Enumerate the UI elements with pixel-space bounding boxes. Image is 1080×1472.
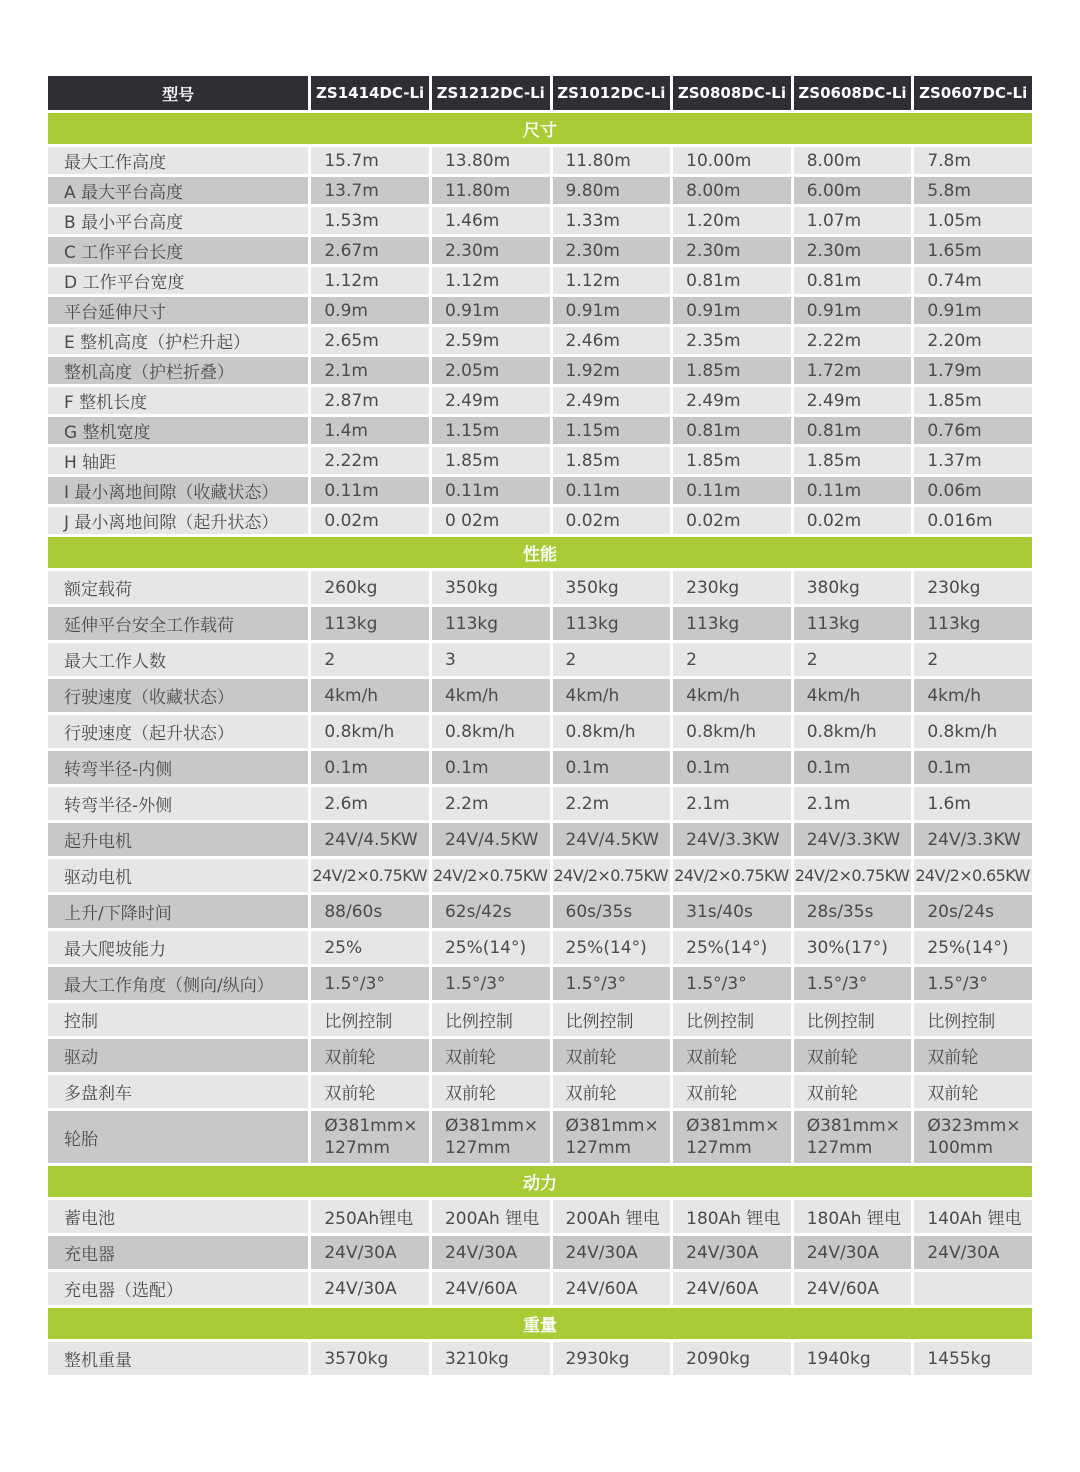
cell-value: 0.91m (432, 297, 550, 324)
cell-value: 0.8km/h (794, 715, 912, 748)
cell-value: 0.9m (311, 297, 429, 324)
cell-value: 1.15m (432, 417, 550, 444)
cell-value: 0.91m (914, 297, 1032, 324)
section-title: 尺寸 (48, 113, 1032, 144)
table-row (48, 1075, 1032, 1108)
cell-value: 11.80m (553, 147, 671, 174)
table-row (48, 1003, 1032, 1036)
row-label: 转弯半径-外侧 (48, 787, 308, 820)
cell-value: 2.1m (673, 787, 791, 820)
cell-value: 11.80m (432, 177, 550, 204)
cell-value: Ø381mm× 127mm (311, 1111, 429, 1163)
row-label: 充电器 (48, 1236, 308, 1269)
cell-value: 0.11m (673, 477, 791, 504)
section-header-row (48, 1166, 1032, 1197)
cell-value: 25%(14°) (432, 931, 550, 964)
section-title: 性能 (48, 537, 1032, 568)
cell-value: 180Ah 锂电 (673, 1200, 791, 1233)
cell-value: 0.02m (673, 507, 791, 534)
row-label: 额定载荷 (48, 571, 308, 604)
section-title: 重量 (48, 1308, 1032, 1339)
cell-value: 0.1m (794, 751, 912, 784)
cell-value: 1.85m (553, 447, 671, 474)
cell-value: 2.20m (914, 327, 1032, 354)
cell-value: 0.91m (794, 297, 912, 324)
table-row (48, 715, 1032, 748)
row-label: 行驶速度（起升状态） (48, 715, 308, 748)
table-row (48, 447, 1032, 474)
cell-value: 24V/30A (311, 1236, 429, 1269)
cell-value: Ø381mm× 127mm (794, 1111, 912, 1163)
section-header-row (48, 1308, 1032, 1339)
row-label: I 最小离地间隙（收藏状态） (48, 477, 308, 504)
table-row (48, 477, 1032, 504)
cell-value: 2.49m (432, 387, 550, 414)
table-row (48, 931, 1032, 964)
cell-value: 2.2m (432, 787, 550, 820)
table-row (48, 787, 1032, 820)
cell-value: 双前轮 (794, 1039, 912, 1072)
cell-value: 2.49m (553, 387, 671, 414)
cell-value: 双前轮 (673, 1075, 791, 1108)
cell-value: 24V/3.3KW (673, 823, 791, 856)
cell-value: 2.22m (311, 447, 429, 474)
cell-value: 24V/3.3KW (914, 823, 1032, 856)
cell-value: 双前轮 (794, 1075, 912, 1108)
cell-value: 双前轮 (432, 1039, 550, 1072)
cell-value: 双前轮 (311, 1039, 429, 1072)
cell-value (914, 1272, 1032, 1305)
cell-value: 比例控制 (432, 1003, 550, 1036)
cell-value: 250Ah锂电 (311, 1200, 429, 1233)
row-label: 上升/下降时间 (48, 895, 308, 928)
row-label: D 工作平台宽度 (48, 267, 308, 294)
cell-value: 2.49m (794, 387, 912, 414)
cell-value: 比例控制 (914, 1003, 1032, 1036)
cell-value: 1.4m (311, 417, 429, 444)
cell-value: 2 (553, 643, 671, 676)
table-row (48, 571, 1032, 604)
cell-value: 比例控制 (311, 1003, 429, 1036)
row-label: 控制 (48, 1003, 308, 1036)
cell-value: 2 (794, 643, 912, 676)
cell-value: 2.1m (311, 357, 429, 384)
cell-value: 1.92m (553, 357, 671, 384)
row-label: 驱动 (48, 1039, 308, 1072)
cell-value: 1.5°/3° (432, 967, 550, 1000)
cell-value: 比例控制 (794, 1003, 912, 1036)
cell-value: Ø381mm× 127mm (673, 1111, 791, 1163)
cell-value: 2.1m (794, 787, 912, 820)
cell-value: 1.5°/3° (553, 967, 671, 1000)
cell-value: 2.59m (432, 327, 550, 354)
cell-value: 24V/2×0.65KW (914, 859, 1032, 892)
row-label: J 最小离地间隙（起升状态） (48, 507, 308, 534)
cell-value: 2.87m (311, 387, 429, 414)
table-row (48, 895, 1032, 928)
cell-value: 2.05m (432, 357, 550, 384)
table-row (48, 1342, 1032, 1375)
model-header: ZS1012DC-Li (553, 76, 671, 110)
cell-value: 0.81m (673, 267, 791, 294)
cell-value: 350kg (432, 571, 550, 604)
cell-value: 113kg (553, 607, 671, 640)
table-row (48, 1039, 1032, 1072)
cell-value: 24V/2×0.75KW (311, 859, 429, 892)
cell-value: 0.8km/h (311, 715, 429, 748)
row-label: 整机高度（护栏折叠） (48, 357, 308, 384)
cell-value: 2930kg (553, 1342, 671, 1375)
cell-value: 200Ah 锂电 (432, 1200, 550, 1233)
cell-value: 60s/35s (553, 895, 671, 928)
cell-value: 24V/30A (553, 1236, 671, 1269)
cell-value: 1.5°/3° (794, 967, 912, 1000)
cell-value: 15.7m (311, 147, 429, 174)
cell-value: 24V/4.5KW (432, 823, 550, 856)
cell-value: 1.5°/3° (914, 967, 1032, 1000)
cell-value: 双前轮 (311, 1075, 429, 1108)
cell-value: 5.8m (914, 177, 1032, 204)
cell-value: 8.00m (673, 177, 791, 204)
cell-value: 0.1m (553, 751, 671, 784)
cell-value: 0.8km/h (553, 715, 671, 748)
model-header: ZS0607DC-Li (914, 76, 1032, 110)
cell-value: 1.12m (553, 267, 671, 294)
cell-value: 0.1m (914, 751, 1032, 784)
cell-value: 0.91m (673, 297, 791, 324)
cell-value: 1.37m (914, 447, 1032, 474)
table-row (48, 357, 1032, 384)
table-row (48, 297, 1032, 324)
table-row (48, 967, 1032, 1000)
cell-value: Ø381mm× 127mm (432, 1111, 550, 1163)
cell-value: 24V/30A (914, 1236, 1032, 1269)
cell-value: 20s/24s (914, 895, 1032, 928)
cell-value: 140Ah 锂电 (914, 1200, 1032, 1233)
model-header: ZS0608DC-Li (794, 76, 912, 110)
cell-value: 260kg (311, 571, 429, 604)
table-row (48, 267, 1032, 294)
cell-value: 1.12m (311, 267, 429, 294)
row-label: C 工作平台长度 (48, 237, 308, 264)
cell-value: 0.76m (914, 417, 1032, 444)
table-row (48, 147, 1032, 174)
cell-value: 双前轮 (914, 1039, 1032, 1072)
row-label: B 最小平台高度 (48, 207, 308, 234)
cell-value: 24V/60A (432, 1272, 550, 1305)
cell-value: 1.46m (432, 207, 550, 234)
cell-value: 2.30m (553, 237, 671, 264)
cell-value: 3210kg (432, 1342, 550, 1375)
cell-value: 0.016m (914, 507, 1032, 534)
cell-value: 双前轮 (553, 1075, 671, 1108)
cell-value: 24V/2×0.75KW (553, 859, 671, 892)
cell-value: 3 (432, 643, 550, 676)
cell-value: 24V/2×0.75KW (673, 859, 791, 892)
row-label: A 最大平台高度 (48, 177, 308, 204)
cell-value: 200Ah 锂电 (553, 1200, 671, 1233)
cell-value: 113kg (794, 607, 912, 640)
row-label: F 整机长度 (48, 387, 308, 414)
cell-value: 4km/h (432, 679, 550, 712)
cell-value: 0.1m (673, 751, 791, 784)
row-label: 延伸平台安全工作载荷 (48, 607, 308, 640)
cell-value: 2.65m (311, 327, 429, 354)
cell-value: 2.67m (311, 237, 429, 264)
cell-value: 31s/40s (673, 895, 791, 928)
cell-value: 25%(14°) (673, 931, 791, 964)
cell-value: 比例控制 (673, 1003, 791, 1036)
cell-value: 4km/h (311, 679, 429, 712)
cell-value: 0.1m (432, 751, 550, 784)
row-label: 行驶速度（收藏状态） (48, 679, 308, 712)
table-row (48, 679, 1032, 712)
row-label: G 整机宽度 (48, 417, 308, 444)
cell-value: 1.53m (311, 207, 429, 234)
cell-value: 4km/h (794, 679, 912, 712)
cell-value: 2.2m (553, 787, 671, 820)
cell-value: 2.30m (432, 237, 550, 264)
cell-value: 230kg (914, 571, 1032, 604)
spec-table (45, 73, 1035, 1378)
cell-value: 双前轮 (553, 1039, 671, 1072)
row-label: E 整机高度（护栏升起） (48, 327, 308, 354)
row-label: 多盘刹车 (48, 1075, 308, 1108)
cell-value: 1.85m (673, 357, 791, 384)
cell-value: 13.7m (311, 177, 429, 204)
cell-value: 180Ah 锂电 (794, 1200, 912, 1233)
cell-value: 1.72m (794, 357, 912, 384)
cell-value: 4km/h (914, 679, 1032, 712)
cell-value: 30%(17°) (794, 931, 912, 964)
cell-value: 4km/h (673, 679, 791, 712)
spec-table-body (48, 113, 1032, 1375)
row-label: 蓄电池 (48, 1200, 308, 1233)
cell-value: 24V/2×0.75KW (794, 859, 912, 892)
cell-value: 1.33m (553, 207, 671, 234)
cell-value: 24V/30A (794, 1236, 912, 1269)
table-row (48, 387, 1032, 414)
row-label: 充电器（选配） (48, 1272, 308, 1305)
cell-value: 25%(14°) (553, 931, 671, 964)
cell-value: 2.46m (553, 327, 671, 354)
cell-value: 0 02m (432, 507, 550, 534)
cell-value: 1.79m (914, 357, 1032, 384)
row-label: 驱动电机 (48, 859, 308, 892)
table-row (48, 417, 1032, 444)
section-title: 动力 (48, 1166, 1032, 1197)
cell-value: 0.11m (553, 477, 671, 504)
cell-value: 10.00m (673, 147, 791, 174)
cell-value: 113kg (673, 607, 791, 640)
cell-value: 1.05m (914, 207, 1032, 234)
row-label: H 轴距 (48, 447, 308, 474)
cell-value: 62s/42s (432, 895, 550, 928)
cell-value: 113kg (432, 607, 550, 640)
cell-value: 1.20m (673, 207, 791, 234)
cell-value: 1.85m (914, 387, 1032, 414)
table-row (48, 1200, 1032, 1233)
cell-value: 24V/30A (432, 1236, 550, 1269)
cell-value: 0.11m (432, 477, 550, 504)
cell-value: 2 (311, 643, 429, 676)
cell-value: 1.85m (432, 447, 550, 474)
cell-value: 0.81m (673, 417, 791, 444)
cell-value: 双前轮 (914, 1075, 1032, 1108)
cell-value: 3570kg (311, 1342, 429, 1375)
cell-value: 25% (311, 931, 429, 964)
cell-value: 双前轮 (432, 1075, 550, 1108)
cell-value: 350kg (553, 571, 671, 604)
row-label: 转弯半径-内侧 (48, 751, 308, 784)
table-row (48, 607, 1032, 640)
row-label: 最大工作高度 (48, 147, 308, 174)
cell-value: 113kg (311, 607, 429, 640)
table-row (48, 207, 1032, 234)
cell-value: 0.81m (794, 267, 912, 294)
cell-value: 2.35m (673, 327, 791, 354)
model-header: ZS1414DC-Li (311, 76, 429, 110)
row-label: 轮胎 (48, 1111, 308, 1163)
cell-value: 24V/60A (673, 1272, 791, 1305)
cell-value: 24V/2×0.75KW (432, 859, 550, 892)
table-row (48, 751, 1032, 784)
header-row (48, 76, 1032, 110)
cell-value: 25%(14°) (914, 931, 1032, 964)
cell-value: 230kg (673, 571, 791, 604)
cell-value: 1455kg (914, 1342, 1032, 1375)
table-row (48, 1272, 1032, 1305)
cell-value: 1940kg (794, 1342, 912, 1375)
cell-value: 1.07m (794, 207, 912, 234)
cell-value: 0.11m (794, 477, 912, 504)
cell-value: 1.65m (914, 237, 1032, 264)
cell-value: Ø323mm× 100mm (914, 1111, 1032, 1163)
cell-value: 0.02m (311, 507, 429, 534)
cell-value: 2.22m (794, 327, 912, 354)
cell-value: 0.8km/h (914, 715, 1032, 748)
cell-value: 24V/4.5KW (553, 823, 671, 856)
table-row (48, 859, 1032, 892)
cell-value: 4km/h (553, 679, 671, 712)
section-header-row (48, 113, 1032, 144)
cell-value: 24V/4.5KW (311, 823, 429, 856)
row-label: 最大工作角度（侧向/纵向） (48, 967, 308, 1000)
cell-value: 24V/60A (553, 1272, 671, 1305)
cell-value: 0.91m (553, 297, 671, 324)
cell-value: 0.1m (311, 751, 429, 784)
section-header-row (48, 537, 1032, 568)
spec-table-container (48, 73, 1032, 1378)
table-row (48, 643, 1032, 676)
cell-value: 2090kg (673, 1342, 791, 1375)
cell-value: 13.80m (432, 147, 550, 174)
cell-value: 2.30m (673, 237, 791, 264)
cell-value: 113kg (914, 607, 1032, 640)
cell-value: 6.00m (794, 177, 912, 204)
cell-value: 1.15m (553, 417, 671, 444)
cell-value: 双前轮 (673, 1039, 791, 1072)
row-label: 最大爬坡能力 (48, 931, 308, 964)
cell-value: 7.8m (914, 147, 1032, 174)
model-header: ZS0808DC-Li (673, 76, 791, 110)
cell-value: 2.49m (673, 387, 791, 414)
table-row (48, 177, 1032, 204)
cell-value: 24V/30A (311, 1272, 429, 1305)
cell-value: 0.06m (914, 477, 1032, 504)
row-label: 起升电机 (48, 823, 308, 856)
cell-value: 0.8km/h (432, 715, 550, 748)
table-row (48, 237, 1032, 264)
cell-value: 24V/30A (673, 1236, 791, 1269)
cell-value: 8.00m (794, 147, 912, 174)
cell-value: 1.5°/3° (311, 967, 429, 1000)
model-header: ZS1212DC-Li (432, 76, 550, 110)
cell-value: 9.80m (553, 177, 671, 204)
cell-value: 0.02m (794, 507, 912, 534)
row-label: 整机重量 (48, 1342, 308, 1375)
table-row (48, 1111, 1032, 1163)
cell-value: 2.30m (794, 237, 912, 264)
cell-value: 2.6m (311, 787, 429, 820)
cell-value: 1.6m (914, 787, 1032, 820)
cell-value: 0.02m (553, 507, 671, 534)
table-row (48, 823, 1032, 856)
cell-value: 2 (914, 643, 1032, 676)
cell-value: 比例控制 (553, 1003, 671, 1036)
cell-value: 0.74m (914, 267, 1032, 294)
table-row (48, 327, 1032, 354)
cell-value: 1.5°/3° (673, 967, 791, 1000)
table-row (48, 1236, 1032, 1269)
cell-value: 0.81m (794, 417, 912, 444)
cell-value: 88/60s (311, 895, 429, 928)
cell-value: 1.12m (432, 267, 550, 294)
cell-value: 0.11m (311, 477, 429, 504)
table-row (48, 507, 1032, 534)
cell-value: Ø381mm× 127mm (553, 1111, 671, 1163)
cell-value: 24V/60A (794, 1272, 912, 1305)
row-label: 平台延伸尺寸 (48, 297, 308, 324)
cell-value: 1.85m (673, 447, 791, 474)
row-label: 最大工作人数 (48, 643, 308, 676)
cell-value: 380kg (794, 571, 912, 604)
cell-value: 2 (673, 643, 791, 676)
header-label: 型号 (48, 76, 308, 110)
cell-value: 24V/3.3KW (794, 823, 912, 856)
cell-value: 1.85m (794, 447, 912, 474)
cell-value: 28s/35s (794, 895, 912, 928)
cell-value: 0.8km/h (673, 715, 791, 748)
